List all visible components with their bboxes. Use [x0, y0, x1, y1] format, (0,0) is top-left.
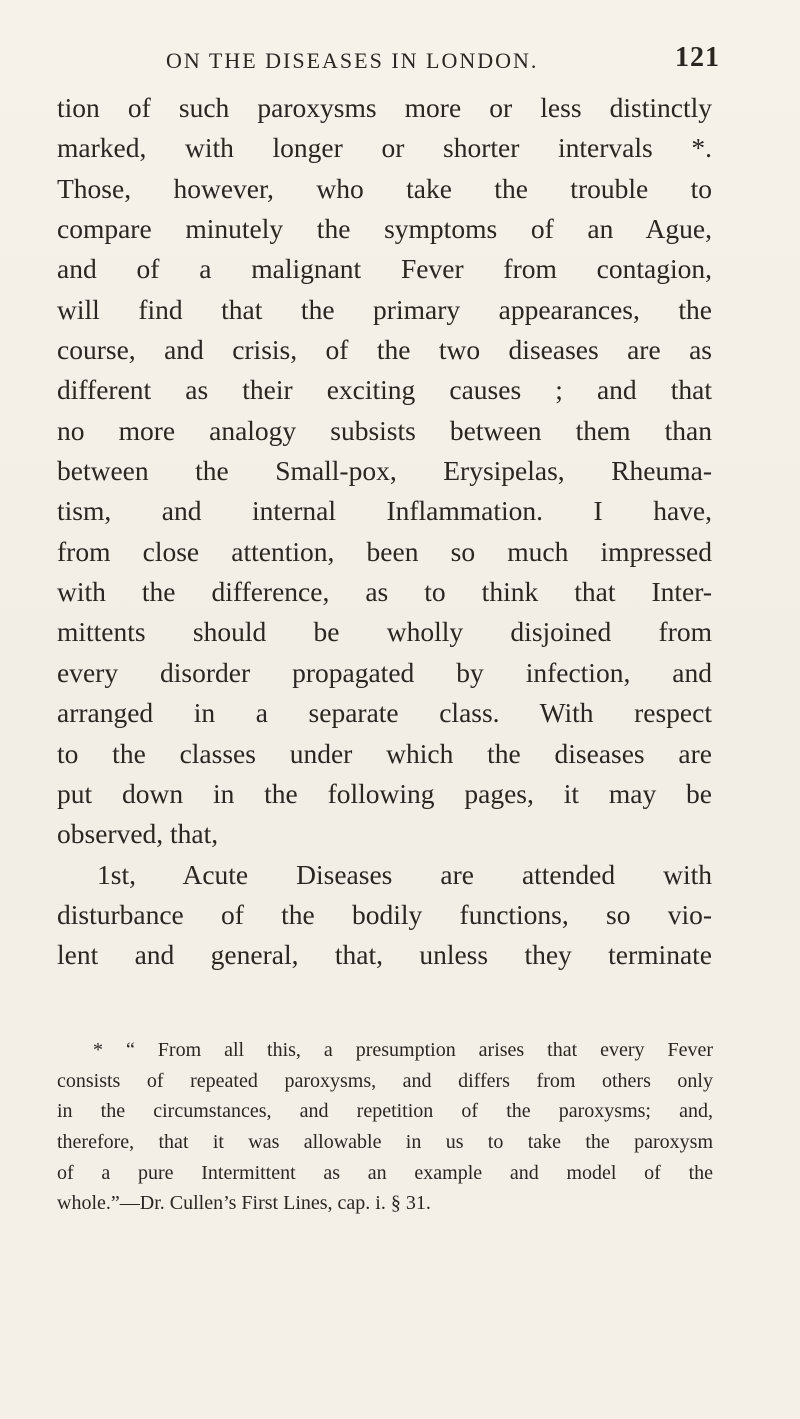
footnote-line: whole.”—Dr. Cullen’s First Lines, cap. i. § 31.	[57, 1192, 431, 1215]
body-line: will find that the primary appearances, the	[57, 293, 712, 325]
body-line: different as their exciting causes ; and that	[57, 374, 712, 406]
body-line: from close attention, been so much impressed	[57, 535, 712, 567]
body-line: course, and crisis, of the two diseases are as	[57, 334, 712, 366]
body-line: mittents should be wholly disjoined from	[57, 616, 712, 648]
body-line: put down in the following pages, it may be	[57, 777, 712, 809]
footnote	[57, 1035, 713, 1219]
body-line: to the classes under which the diseases are	[57, 737, 712, 769]
body-text	[57, 88, 712, 976]
body-line-section-start: 1st, Acute Diseases are attended with	[97, 858, 712, 890]
page-number: 121	[675, 42, 720, 73]
footnote-line: therefore, that it was allowable in us to take the paroxysm	[57, 1131, 713, 1154]
body-line: Those, however, who take the trouble to	[57, 172, 712, 204]
body-line: tion of such paroxysms more or less distinctly	[57, 92, 712, 123]
body-line: disturbance of the bodily functions, so vio-	[57, 898, 712, 930]
footnote-line: in the circumstances, and repetition of the paroxysms; and,	[57, 1100, 713, 1123]
body-line: compare minutely the symptoms of an Ague,	[57, 213, 712, 245]
body-line: with the difference, as to think that Inter-	[57, 576, 712, 608]
running-title: ON THE DISEASES IN LONDON.	[166, 48, 539, 73]
running-head	[100, 42, 720, 88]
body-line: lent and general, that, unless they terminate	[57, 939, 712, 971]
body-line: arranged in a separate class. With respect	[57, 697, 712, 729]
body-line: every disorder propagated by infection, and	[57, 656, 712, 688]
body-line: marked, with longer or shorter intervals *.	[57, 132, 712, 164]
body-line: between the Small-pox, Erysipelas, Rheuma-	[57, 455, 712, 487]
body-line: observed, that,	[57, 818, 219, 850]
body-line: no more analogy subsists between them than	[57, 414, 712, 446]
footnote-line: consists of repeated paroxysms, and differs from others only	[57, 1069, 713, 1092]
footnote-line: of a pure Intermittent as an example and model of the	[57, 1161, 713, 1184]
footnote-line: * “ From all this, a presumption arises that every Fever	[93, 1039, 713, 1061]
body-line: tism, and internal Inflammation. I have,	[57, 495, 712, 527]
body-line: and of a malignant Fever from contagion,	[57, 253, 712, 285]
